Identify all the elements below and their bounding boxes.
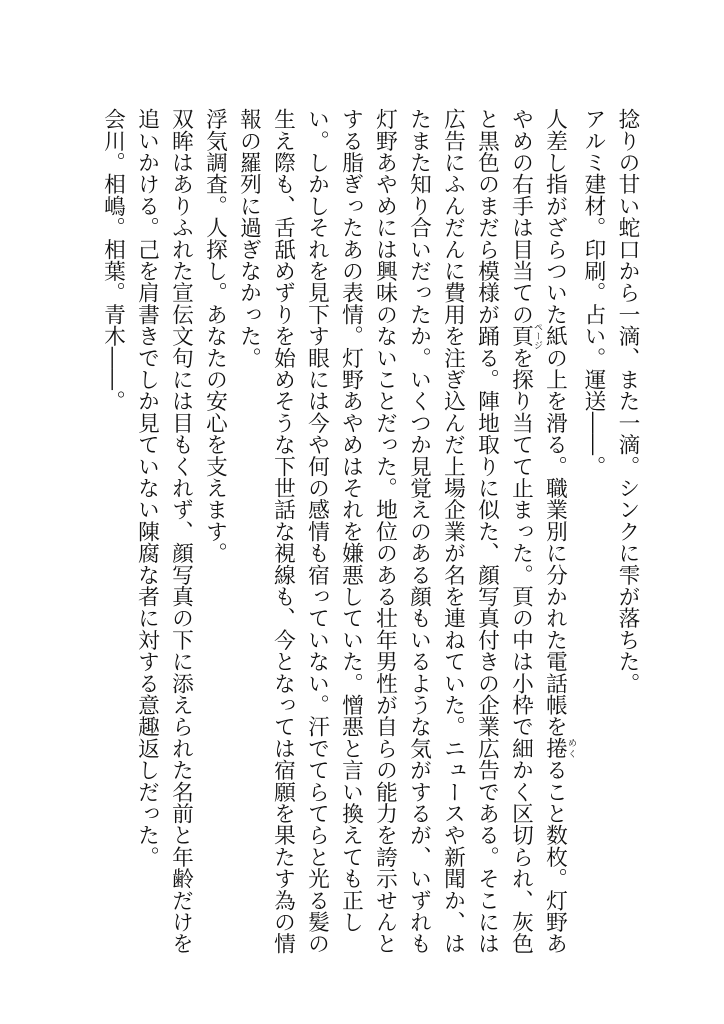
ruby-mekuru-reading: めく xyxy=(566,737,576,760)
ruby-mekuru: 捲めく xyxy=(542,737,576,760)
ruby-peeji-reading: ページ xyxy=(532,322,542,350)
paragraph-4: 浮気調査。人探し。あなたの安心を支えます。 xyxy=(202,108,228,564)
paragraph-2: アルミ建材。印刷。占い。運送――。 xyxy=(581,108,606,477)
paragraph-5: 双眸はありふれた宣伝文句には目もくれず、顔写真の下に添えられた名前と年齢だけを追いかける。己を肩書きでしか見ていない陳腐な者に対する意趣返しだった。 xyxy=(134,108,194,955)
paragraph-6: 会川。相嶋。相葉。青木――。 xyxy=(100,108,126,412)
ruby-peeji: 頁ページ xyxy=(508,322,542,350)
paragraph-3: 人差し指がざらついた紙の上を滑る。職業別に分かれた電話帳を捲めくること数枚。灯野あやめの右手は目当ての頁ページを探り当てて止まった。頁の中は小枠で細かく区切られ、灰色と黒色のまだら模様が踊る。陣地取りに似た、顔写真付きの企業広告である。そこには広告にふんだんに費用を注ぎ込んだ上場企業が名を連ねていた。ニュースや新聞か、はたまた知り合いだったか。いくつか見覚えのある顔もいるような気がするが、いずれも灯野あやめには興味のないことだった。地位のある壮年男性が自らの能力を誇示せんとする脂ぎったあの表情。灯野あやめはそれを嫌悪していた。憎悪と言い換えても正しい。しかしそれを見下す眼には今や何の感情も宿っていない。汗でてらてらと光る髪の生え際も、舌舐めずりを始めそうな下世話な視線も、今となっては宿願を果たす為の情報の羅列に過ぎなかった。 xyxy=(236,108,576,955)
vertical-text-body xyxy=(96,108,645,958)
paragraph-1: 捻りの甘い蛇口から一滴、また一滴。シンクに雫が落ちた。 xyxy=(615,108,640,694)
